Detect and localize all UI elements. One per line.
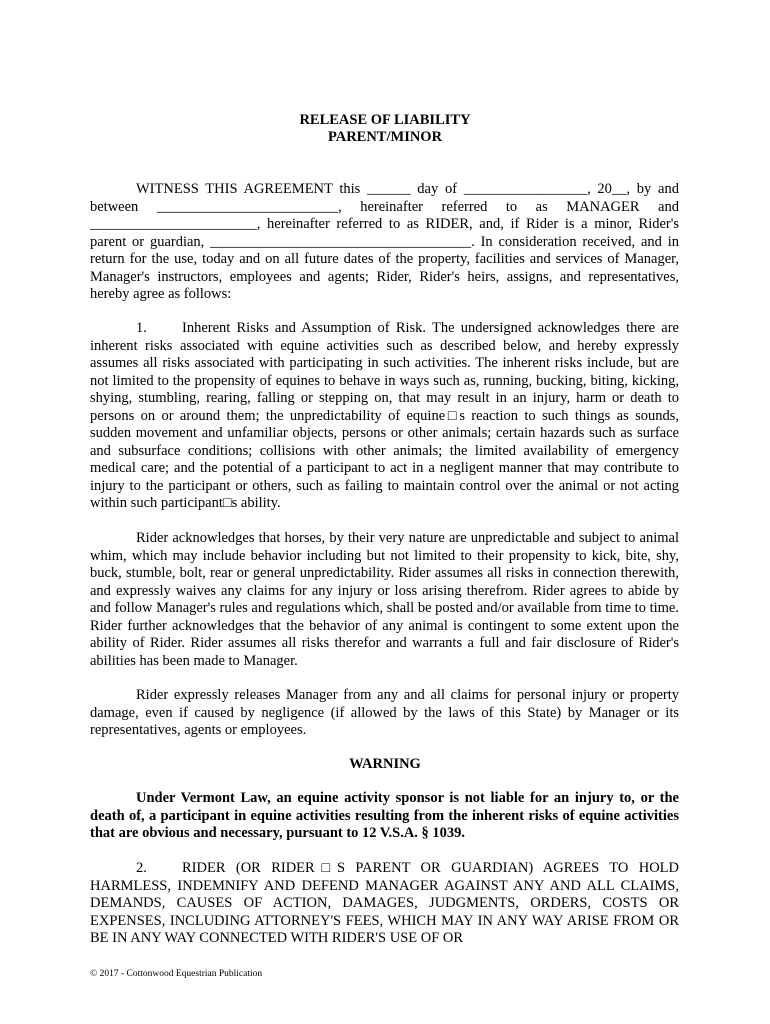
- copyright-footer: © 2017 - Cottonwood Equestrian Publication: [90, 969, 263, 979]
- rider-acknowledgement-paragraph: Rider acknowledges that horses, by their very nature are unpredictable and subject to animal whim, which may include behavior including but not limited to their propensity to kick, bite, shy, buck, stumble, bolt, rear or general unpredictability. Rider assumes all risks in connection therewith, and expressly waives any claims for any injury or loss arising therefrom. Rider agrees to abide by and follow Manager's rules and regulations which, shall be posted and/or available from time to time. Rider further acknowledges that the behavior of any animal is contingent to some extent upon the ability of Rider. Rider assumes all risks therefor and warrants a full and fair disclosure of Rider's abilities has been made to Manager.: [90, 530, 679, 669]
- witness-paragraph: WITNESS THIS AGREEMENT this ______ day of _________________, 20__, by and between _________________________, hereinafter referred to as MANAGER and _______________________, hereinafter referred to as RIDER, and, if Rider is a minor, Rider's parent or guardian, ____________________________________. In consideration received, and in return for the use, today and on all future dates of the property, facilities and services of Manager, Manager's instructors, employees and agents; Rider, Rider's heirs, assigns, and representatives, hereby agree as follows:: [90, 181, 679, 302]
- inherent-risks-paragraph: [90, 320, 679, 513]
- item-1-number: 1.: [136, 320, 147, 336]
- rider-release-paragraph: Rider expressly releases Manager from any and all claims for personal injury or property damage, even if caused by negligence (if allowed by the laws of this State) by Manager or its representatives, agents or employees.: [90, 687, 679, 738]
- item-2-text: RIDER (OR RIDER□S PARENT OR GUARDIAN) AGREES TO HOLD HARMLESS, INDEMNIFY AND DEFEND MANAGER AGAINST ANY AND ALL CLAIMS, DEMANDS, CAUSES OF ACTION, DAMAGES, JUDGMENTS, ORDERS, COSTS OR EXPENSES, INCLUDING ATTORNEY'S FEES, WHICH MAY IN ANY WAY ARISE FROM OR BE IN ANY WAY CONNECTED WITH RIDER'S USE OF OR: [90, 860, 679, 946]
- item-1-text: Inherent Risks and Assumption of Risk. The undersigned acknowledges there are inherent risks associated with equine activities such as described below, and hereby expressly assumes all risks associated with participating in such activities. The inherent risks include, but are not limited to the propensity of equines to behave in ways such as, running, bucking, biting, kicking, shying, stumbling, rearing, falling or stepping on, that may result in an injury, harm or death to persons on or around them; the unpredictability of equine□s reaction to such things as sounds, sudden movement and unfamiliar objects, persons or other animals; certain hazards such as surface and subsurface conditions; collisions with other animals; the limited availability of emergency medical care; and the potential of a participant to act in a negligent manner that may contribute to injury to the participant or others, such as failing to maintain control over the animal or not acting within such participant□s ability.: [90, 320, 679, 511]
- document-subtitle: PARENT/MINOR: [327, 129, 443, 145]
- item-2-number: 2.: [136, 860, 147, 876]
- document-title: RELEASE OF LIABILITY: [299, 112, 471, 128]
- hold-harmless-paragraph: [90, 860, 679, 948]
- warning-text: Under Vermont Law, an equine activity sponsor is not liable for an injury to, or the death of, a participant in equine activities resulting from the inherent risks of equine activities that are obvious and necessary, pursuant to 12 V.S.A. § 1039.: [90, 790, 679, 841]
- warning-heading: WARNING: [349, 756, 421, 772]
